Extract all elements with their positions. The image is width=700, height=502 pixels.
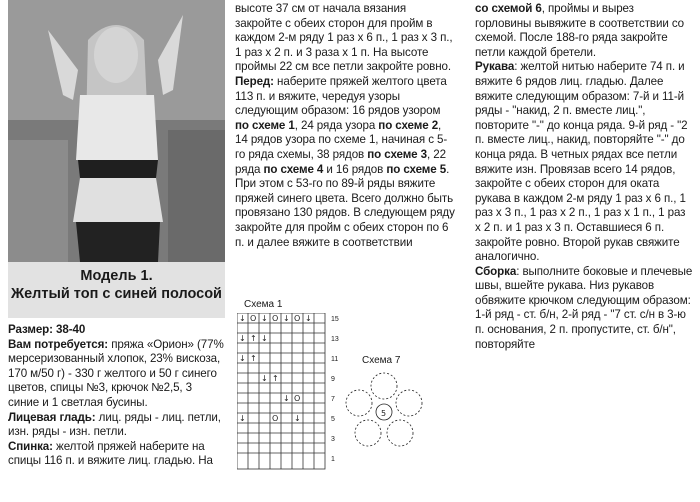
- schema-ref-6: со схемой 6: [475, 2, 542, 15]
- svg-text:↑: ↑: [272, 374, 279, 383]
- schema-1-row-number: 1: [331, 456, 335, 463]
- assembly-text: : выполните боковые и плечевые швы, вшейте рукава. Низ рукавов обвяжите крючком следующим образом: 1-й ряд - ст. б/н, 2-й ряд - "7 ст. с/н в 3-ю п. основания, 2 п. пропустите, ст. б/н", повторяйте: [475, 264, 693, 351]
- model-title: Желтый топ с синей полосой: [11, 286, 222, 302]
- front-text-d: , 22 ряда: [235, 147, 446, 176]
- materials-text: пряжа «Орион» (77% мерсеризованный хлопок, 23% вискоза, 170 м/50 г) - 330 г желтого и 50 г синего цветов, спицы №3, крючок №2,5, 3 синие и 1 светлая бусины.: [8, 337, 224, 409]
- svg-text:O: O: [250, 314, 257, 323]
- sleeves-text: : желтой нитью наберите 74 п. и вяжите 6 рядов лиц. гладью. Далее вяжите следующим образом: 7-й и 11-й ряды - "накид, 2 п. вместе лиц.", повторите "-" до конца ряда. 9-й ряд - "2 п. вместе лиц., накид, повторяйте "-" до конца ряда. В четных рядах все петли вяжите изн. Провязав всего 14 рядов, закройте с обеих сторон для оката рукава в каждом 2-м ряду 1 раз х 6 п., 1 раз х 3 п., 1 раз х 2 п., 1 раз х 1 п., 1 раз х 2 п. и 1 раз х 3 п. Оставшиеся 6 п. закройте ровно. Второй рукав свяжите аналогично.: [475, 60, 688, 264]
- schema-ref-1: по схеме 1: [235, 118, 295, 132]
- svg-text:O: O: [272, 414, 279, 423]
- front-text-c: , 14 рядов узора по схеме 1, начиная с 5-го ряда схемы, 38 рядов: [235, 118, 448, 161]
- svg-text:O: O: [294, 314, 301, 323]
- schema-1-row-number: 11: [331, 356, 339, 363]
- column-1: [8, 323, 226, 469]
- schema-7-diagram: [340, 372, 428, 452]
- schema-1-title: Схема 1: [244, 299, 283, 310]
- front-text-f: . При этом с 53-го по 89-й ряды вяжите пряжей синего цвета. Всего должно быть провязано 130 рядов. В следующем ряду закройте для пройм с обеих сторон по 6 п. и далее вяжите в соответствии: [235, 162, 455, 249]
- svg-text:↓: ↓: [305, 314, 312, 323]
- materials-label: Вам потребуется:: [8, 337, 109, 351]
- svg-text:↓: ↓: [261, 374, 268, 383]
- svg-text:↓: ↓: [239, 354, 246, 363]
- size-label: Размер:: [8, 323, 53, 336]
- schema-1-row-number: 15: [331, 316, 339, 323]
- schema-ref-2: по схеме 2: [378, 118, 439, 132]
- svg-text:↓: ↓: [239, 414, 246, 423]
- stockinette-label: Лицевая гладь:: [8, 410, 96, 424]
- schema-ref-4: по схеме 4: [263, 162, 324, 176]
- armhole-text: высоте 37 см от начала вязания закройте с обеих сторон для пройм в каждом 2-м ряду 1 раз х 6 п., 1 раз х 3 п., 1 раз х 2 п. и 3 раза х 1 п. На высоте проймы 22 см все петли закройте ровно.: [235, 2, 453, 74]
- svg-text:↑: ↑: [250, 354, 257, 363]
- svg-text:↓: ↓: [239, 334, 246, 343]
- size-value: 38-40: [52, 323, 86, 336]
- svg-text:↓: ↓: [261, 314, 268, 323]
- schema-7-title: Схема 7: [362, 355, 401, 366]
- front-text-e: и 16 рядов: [323, 162, 387, 176]
- assembly-label: Сборка: [475, 264, 517, 278]
- svg-text:O: O: [272, 314, 279, 323]
- schema-1-row-number: 9: [331, 376, 335, 383]
- svg-text:↓: ↓: [261, 334, 268, 343]
- schema-1-row-number: 7: [331, 396, 335, 403]
- svg-text:↓: ↓: [283, 394, 290, 403]
- front-text-b: , 24 ряда узора: [294, 118, 379, 132]
- schema-1-grid: [237, 313, 327, 471]
- schema-1-row-number: 5: [331, 416, 335, 423]
- stockinette-text: лиц. ряды - лиц. петли, изн. ряды - изн. петли.: [8, 410, 221, 439]
- schema-ref-5: по схеме 5: [386, 162, 447, 176]
- svg-text:↑: ↑: [250, 334, 257, 343]
- schema-1-grid-lines: [237, 313, 327, 471]
- model-photo: [8, 0, 225, 262]
- model-caption: [8, 262, 225, 318]
- schema-1-row-number: 13: [331, 336, 339, 343]
- svg-text:↓: ↓: [283, 314, 290, 323]
- neckline-text: , проймы и вырез горловины вывяжите в соответствии со схемой. После 188-го ряда закройте петли каждой бретели.: [475, 2, 685, 59]
- photo-illustration: [8, 0, 225, 262]
- sleeves-label: Рукава: [475, 60, 515, 74]
- back-label: Спинка:: [8, 439, 53, 453]
- schema-ref-3: по схеме 3: [367, 147, 427, 161]
- svg-text:↓: ↓: [239, 314, 246, 323]
- svg-text:O: O: [294, 394, 301, 403]
- back-text: желтой пряжей наберите на спицы 116 п. и вяжите лиц. гладью. На: [8, 439, 213, 468]
- front-label: Перед:: [235, 74, 274, 88]
- svg-text:5: 5: [381, 409, 387, 418]
- front-text-a: наберите пряжей желтого цвета 113 п. и вяжите, чередуя узоры следующим образом: 16 рядов узором: [235, 74, 447, 118]
- column-2: [235, 2, 455, 250]
- model-number: Модель 1.: [80, 268, 153, 284]
- column-3: [475, 2, 693, 352]
- svg-text:↓: ↓: [294, 414, 301, 423]
- schema-1-row-number: 3: [331, 436, 335, 443]
